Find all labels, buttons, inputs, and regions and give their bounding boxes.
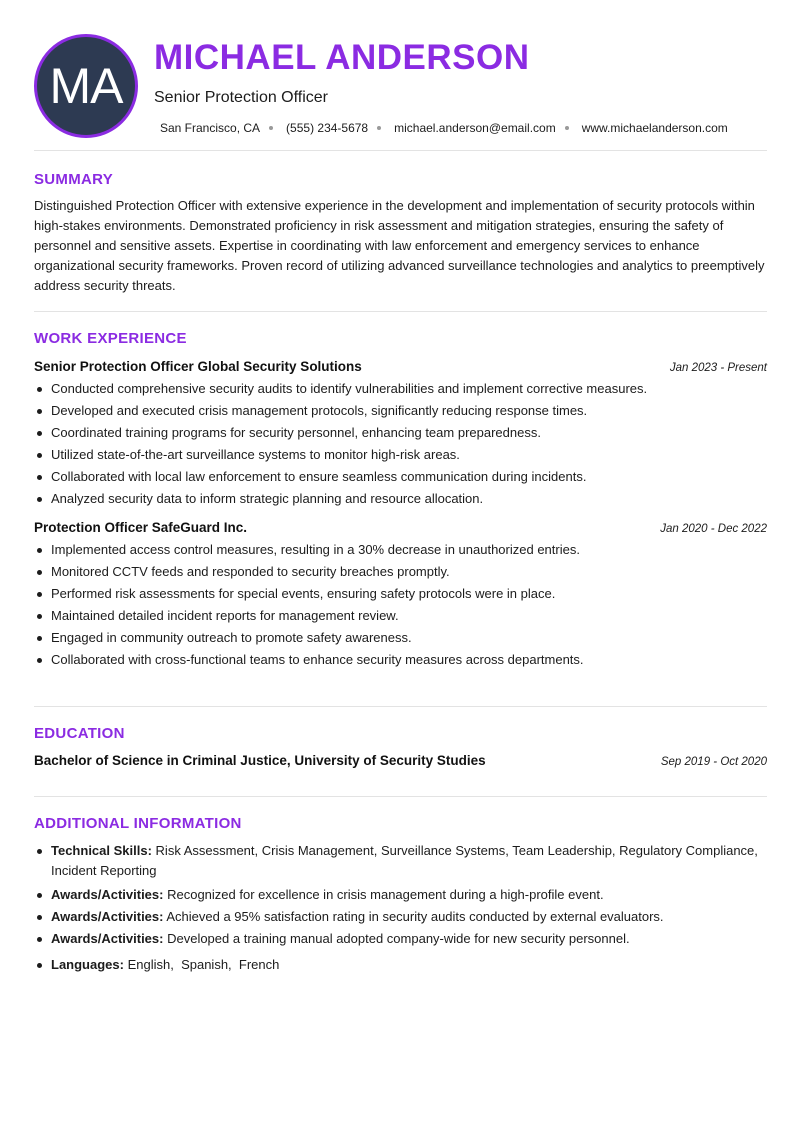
additional-list (34, 841, 767, 975)
additional-heading: ADDITIONAL INFORMATION (34, 815, 242, 832)
separator-dot-icon (377, 126, 381, 130)
list-item (34, 885, 767, 905)
list-item: Analyzed security data to inform strategic planning and resource allocation. (34, 488, 767, 510)
education-dates: Sep 2019 - Oct 2020 (660, 756, 767, 768)
job-entry (34, 359, 767, 510)
list-item: Conducted comprehensive security audits to identify vulnerabilities and implement corrective measures. (34, 378, 767, 400)
job-title: Senior Protection Officer Global Security Solutions (34, 359, 362, 374)
contact-location: San Francisco, CA (160, 121, 261, 135)
contact-email[interactable]: michael.anderson@email.com (394, 121, 556, 135)
summary-section (34, 151, 767, 311)
job-dates: Jan 2023 - Present (669, 362, 767, 374)
separator-dot-icon (565, 126, 569, 130)
list-item: Implemented access control measures, resulting in a 30% decrease in unauthorized entries. (34, 539, 767, 561)
info-text: Developed a training manual adopted company-wide for new security personnel. (167, 931, 630, 946)
summary-text: Distinguished Protection Officer with extensive experience in the development and implementation of security protocols within high-stakes environments. Demonstrated proficiency in risk assessment and mitigation strategies, ensuring the safety of personnel and sensitive assets. Expertise in coordinating with law enforcement and emergency services to enhance organizational security frameworks. Proven record of utilizing advanced surveillance technologies and analytics to preemptively address security threats. (34, 198, 765, 293)
summary-heading: SUMMARY (34, 171, 114, 188)
education-entry (34, 753, 767, 768)
contact-row (160, 121, 728, 135)
info-label: Awards/Activities: (51, 887, 164, 902)
job-header (34, 359, 767, 374)
contact-website[interactable]: www.michaelanderson.com (581, 121, 728, 135)
list-item (34, 929, 767, 949)
education-section (34, 707, 767, 796)
list-item: Performed risk assessments for special events, ensuring safety protocols were in place. (34, 583, 767, 605)
separator-dot-icon (269, 126, 273, 130)
list-item: Developed and executed crisis management protocols, significantly reducing response times. (34, 400, 767, 422)
candidate-name: MICHAEL ANDERSON (154, 38, 530, 77)
info-text: Recognized for excellence in crisis management during a high-profile event. (167, 887, 604, 902)
job-bullets (34, 539, 767, 671)
job-bullets (34, 378, 767, 510)
list-item: Utilized state-of-the-art surveillance systems to monitor high-risk areas. (34, 444, 767, 466)
job-entry (34, 520, 767, 671)
info-label: Languages: (51, 957, 124, 972)
list-item (34, 841, 767, 881)
list-item: Monitored CCTV feeds and responded to security breaches promptly. (34, 561, 767, 583)
education-heading: EDUCATION (34, 725, 125, 742)
list-item: Coordinated training programs for security personnel, enhancing team preparedness. (34, 422, 767, 444)
list-item (34, 955, 767, 975)
info-label: Awards/Activities: (51, 931, 164, 946)
info-label: Technical Skills: (51, 843, 152, 858)
contact-phone: (555) 234-5678 (286, 121, 369, 135)
info-label: Awards/Activities: (51, 909, 164, 924)
list-item: Collaborated with local law enforcement to ensure seamless communication during incidents. (34, 466, 767, 488)
info-text: Achieved a 95% satisfaction rating in security audits conducted by external evaluators. (166, 909, 664, 924)
resume-header (34, 0, 767, 150)
candidate-title: Senior Protection Officer (154, 89, 329, 106)
additional-section (34, 797, 767, 975)
list-item: Engaged in community outreach to promote safety awareness. (34, 627, 767, 649)
avatar: MA (34, 34, 138, 138)
job-header (34, 520, 767, 535)
degree-title: Bachelor of Science in Criminal Justice, University of Security Studies (34, 753, 486, 768)
list-item (34, 907, 767, 927)
job-dates: Jan 2020 - Dec 2022 (660, 523, 767, 535)
list-item: Collaborated with cross-functional teams to enhance security measures across departments. (34, 649, 767, 671)
experience-heading: WORK EXPERIENCE (34, 330, 187, 347)
list-item: Maintained detailed incident reports for management review. (34, 605, 767, 627)
resume-page (34, 0, 767, 975)
info-text: Risk Assessment, Crisis Management, Surveillance Systems, Team Leadership, Regulatory Compliance, Incident Reporting (51, 843, 758, 878)
experience-section (34, 312, 767, 706)
job-title: Protection Officer SafeGuard Inc. (34, 520, 248, 535)
info-text: English, Spanish, French (127, 957, 280, 972)
